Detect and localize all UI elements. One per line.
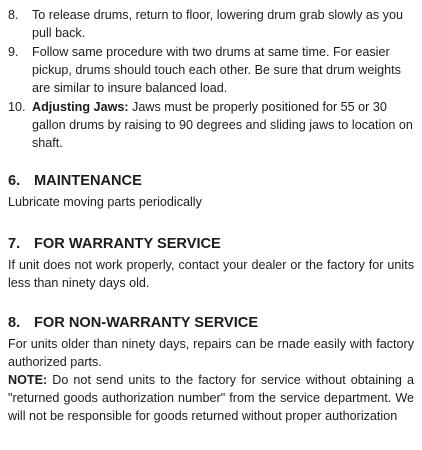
section-number: 7. xyxy=(8,236,21,252)
section-body: Lubricate moving parts periodically xyxy=(8,195,202,209)
section-number: 8. xyxy=(8,315,21,331)
section-title: MAINTENANCE xyxy=(34,173,142,189)
section-number: 6. xyxy=(8,173,21,189)
section-heading xyxy=(8,235,414,253)
list-text: Jaws must be properly positioned for 55 or 30 gallon drums by raising to 90 degrees and sliding jaws to location on shaft. xyxy=(32,100,413,150)
list-number: 8. xyxy=(8,8,19,22)
section-maintenance xyxy=(8,172,414,211)
note-text: Do not send units to the factory for service without obtaining a "returned goods authorization number" from the service department. We will not be responsible for goods returned without proper authorization xyxy=(8,373,414,423)
list-number: 9. xyxy=(8,45,19,59)
section-note xyxy=(8,371,414,425)
note-label: NOTE: xyxy=(8,373,48,387)
list-item-10 xyxy=(8,98,414,152)
section-body: For units older than ninety days, repairs can be rnade easily with factory authorized parts. xyxy=(8,337,414,369)
section-heading xyxy=(8,172,414,190)
list-item-9 xyxy=(8,43,414,97)
list-number: 10. xyxy=(8,100,26,114)
list-text: Follow same procedure with two drums at same time. For easier pickup, drums should touch each other. Be sure that drum weights are similar to insure balanced load. xyxy=(32,45,401,95)
section-heading xyxy=(8,314,414,332)
list-text: To release drums, return to floor, lowering drum grab slowly as you pull back. xyxy=(32,8,403,40)
section-title: FOR WARRANTY SERVICE xyxy=(34,236,221,252)
section-body: If unit does not work properly, contact your dealer or the factory for units less than ninety days old. xyxy=(8,258,414,290)
list-term: Adjusting Jaws: xyxy=(32,100,129,114)
section-title: FOR NON-WARRANTY SERVICE xyxy=(34,315,259,331)
section-warranty-service xyxy=(8,235,414,292)
list-item-8 xyxy=(8,6,414,42)
section-non-warranty-service xyxy=(8,314,414,425)
